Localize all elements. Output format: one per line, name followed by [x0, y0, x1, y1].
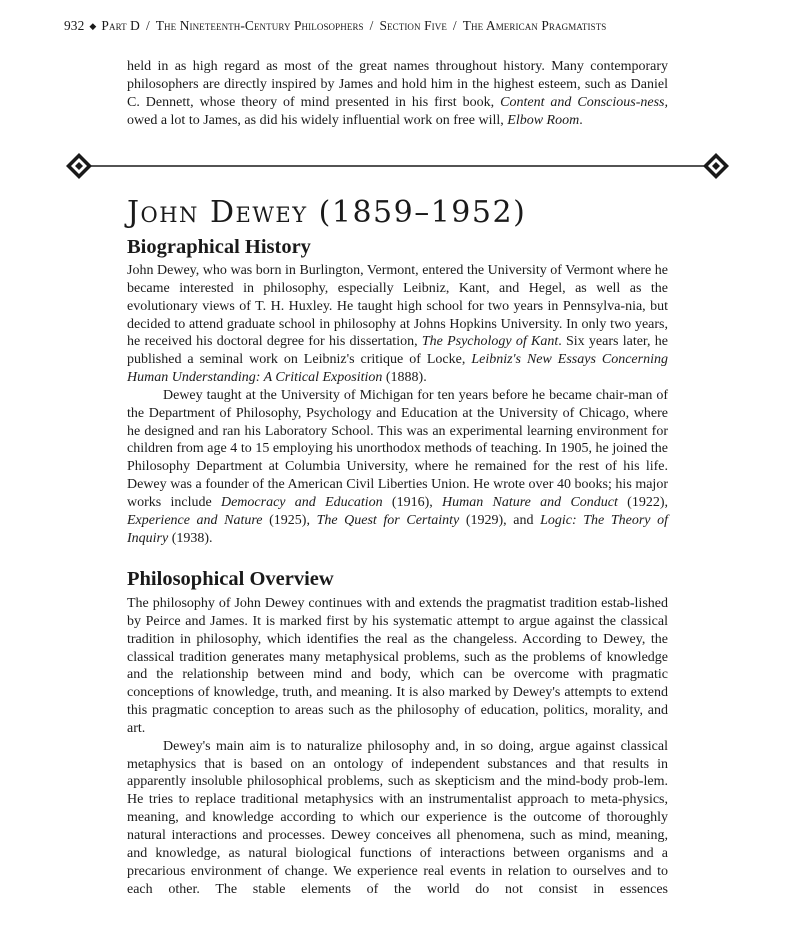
chapter-title: John Dewey (1859–1952) — [127, 195, 527, 230]
separator: / — [452, 18, 457, 33]
divider-rule — [66, 153, 729, 179]
book-title: Elbow Room — [507, 112, 580, 128]
text-run: (1916), — [382, 494, 443, 510]
intro-text-run: . — [579, 112, 583, 128]
text-run: (1922), — [617, 494, 668, 510]
section-heading-overview: Philosophical Overview — [127, 568, 334, 590]
book-title: Human Nature and Conduct — [442, 494, 618, 510]
text-run: John Dewey, who was born in Burlington, Vermont, entered the University of Vermont where he became interested in philosophy, especially Leibniz, Kant, and Hegel, as well as the evolutionary views of T. H. Huxley. He taught high school for two years in Pennsylva-nia, but decided to attend graduate school in philosophy at Johns Hopkins University. In only two years, he received his doctoral degree for his dissertation, — [127, 263, 668, 350]
biography-paragraph-1 — [127, 262, 668, 387]
intro-paragraph — [127, 58, 668, 129]
text-run: (1925), — [262, 512, 317, 528]
left-diamond-ornament-icon — [66, 153, 92, 179]
page-number: 932 — [64, 18, 85, 33]
biography-paragraph-2 — [127, 387, 668, 548]
separator: / — [369, 18, 374, 33]
text-run: . Six years later, he published a seminal work on Leibniz's critique of Locke, — [127, 334, 668, 368]
book-title: Experience and Nature — [127, 512, 263, 528]
text-run: (1888). — [382, 370, 427, 386]
book-title: Content and Conscious-ness, — [500, 94, 668, 110]
section-divider — [66, 153, 729, 179]
text-run: (1929), and — [459, 512, 541, 528]
subsection-label: The American Pragmatists — [462, 18, 607, 33]
separator: / — [145, 18, 150, 33]
part-label: Part D — [101, 18, 140, 33]
biography-text — [127, 262, 668, 548]
book-title: Democracy and Education — [220, 494, 383, 510]
book-title: The Quest for Certainty — [316, 512, 460, 528]
section-label: Section Five — [379, 18, 447, 33]
intro-text-run: owed a lot to James, as did his widely influential work on free will, — [127, 112, 508, 128]
text-run: Dewey taught at the University of Michigan for ten years before he became chair-man of the Department of Philosophy, Psychology and Education at the University of Chicago, where he designed and ran his Laboratory School. This was an experimental learning environment for children from age 4 to 15 employing his unorthodox methods of teaching. In 1905, he joined the Philosophy Department at Columbia University, where he remained for the rest of his life. Dewey was a founder of the American Civil Liberties Union. He wrote over 40 books; his major works include — [127, 387, 668, 510]
overview-paragraph-2: Dewey's main aim is to naturalize philosophy and, in so doing, argue against classical metaphysics that is based on an ontology of independent substances and that results in apparently insoluble philosophical problems, such as skepticism and the mind-body prob-lem. He tries to replace traditional metaphysics with an instrumentalist approach to meta-physics, meaning, and knowledge according to which our experience is the outcome of thoroughly natural interactions and processes. Dewey conceives all phenomena, such as mind, meaning, and knowledge, as natural biological functions of interactions between organisms and a precarious environment of change. We experience real events in relation to ourselves and to each other. The stable elements of the world do not consist in essences — [127, 738, 668, 897]
book-title: The Psychology of Kant — [421, 334, 559, 350]
intro-text-run: held in as high regard as most of the great names throughout history. Many contemporary philosophers are directly inspired by James and hold him in the highest esteem, such as Daniel C. Dennett, whose theory of mind presented in his first book, — [127, 59, 668, 110]
overview-text — [127, 595, 668, 898]
right-diamond-ornament-icon — [703, 153, 729, 179]
section-heading-biography: Biographical History — [127, 236, 311, 258]
part-title: The Nineteenth-Century Philosophers — [155, 18, 364, 33]
book-title: Leibniz's New Essays Concerning Human Understanding: A Critical Exposition — [127, 352, 668, 386]
diamond-ornament-icon: ◆ — [89, 21, 97, 31]
book-title: Logic: The Theory of Inquiry — [127, 512, 668, 546]
text-run: (1938). — [168, 530, 213, 546]
overview-paragraph-1: The philosophy of John Dewey continues with and extends the pragmatist tradition estab-lished by Peirce and James. It is marked first by his systematic attempt to argue against the classical tradition in philosophy, which identifies the real as the changeless. According to Dewey, the classical tradition generates many metaphysical problems, such as the problems of knowledge and the relationship between mind and body, which can be overcome with pragmatic conceptions of knowledge, truth, and meaning. It is also marked by Dewey's attempts to extend this pragmatic conception to areas such as the philosophy of education, politics, morality, and art. — [127, 596, 668, 736]
running-head — [64, 18, 764, 34]
intro-text — [127, 58, 668, 129]
